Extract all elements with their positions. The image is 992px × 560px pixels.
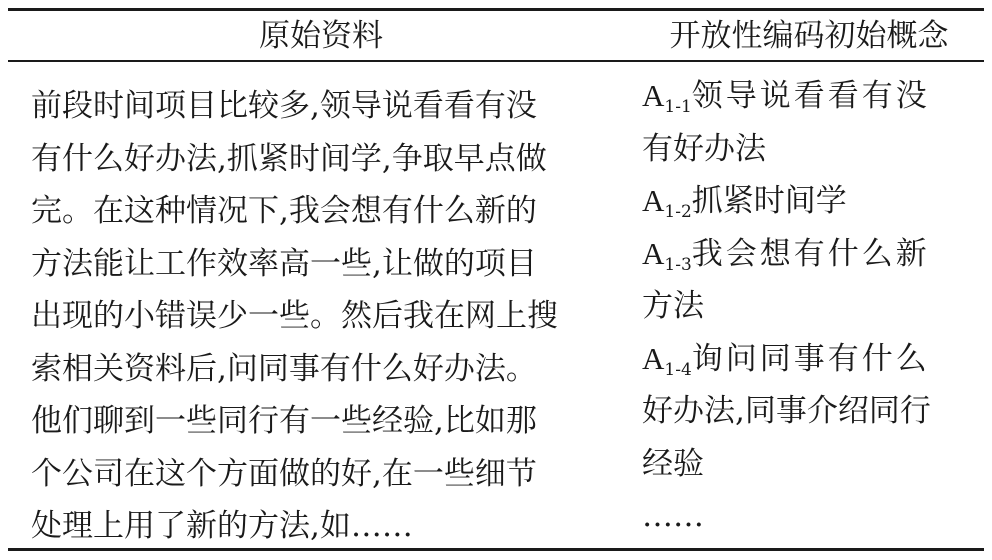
header-initial-concepts: 开放性编码初始概念: [669, 18, 949, 54]
concept-code: A: [642, 340, 665, 376]
raw-line: 前段时间项目比较多,领导说看看有没: [31, 88, 537, 124]
concept-text: 领导说看看有没: [691, 78, 930, 114]
raw-line: 出现的小错误少一些。然后我在网上搜: [31, 298, 558, 334]
raw-line: 个公司在这个方面做的好,在一些细节: [31, 455, 537, 492]
concept-code-subscript: 1-3: [664, 254, 692, 275]
raw-line: 完。在这种情况下,我会想有什么新的: [31, 193, 537, 229]
concept-entry: [642, 70, 972, 123]
table-top-rule: [8, 8, 984, 11]
concept-code-subscript: 1-2: [664, 202, 692, 222]
concept-entry: [642, 175, 972, 228]
concept-code: A: [642, 183, 665, 218]
concept-code-subscript: 1-4: [664, 359, 692, 380]
header-raw-data: 原始资料: [259, 18, 383, 54]
concept-text: 我会想有什么新: [691, 235, 930, 272]
concepts-ellipsis: ……: [642, 498, 704, 534]
raw-line: 索相关资料后,问同事有什么好办法。: [31, 350, 537, 387]
raw-line: 方法能让工作效率高一些,让做的项目: [31, 245, 537, 282]
concept-text-continued: 方法: [642, 288, 704, 324]
raw-line: 他们聊到一些同行有一些经验,比如那: [31, 403, 537, 439]
raw-line: 有什么好办法,抓紧时间学,争取早点做: [31, 140, 547, 177]
raw-line: 处理上用了新的方法,如……: [31, 508, 413, 544]
concept-code: A: [642, 78, 665, 113]
concept-entry: [642, 228, 972, 281]
concept-entry: [642, 333, 972, 386]
concept-text: 询问同事有什么: [691, 340, 930, 377]
concepts-cell: [642, 70, 972, 543]
table-header-rule: [8, 60, 984, 62]
concept-text-continued: 好办法,同事介绍同行: [642, 393, 931, 429]
table-bottom-rule: [8, 548, 984, 551]
concept-text-continued: 经验: [642, 445, 704, 482]
concept-text-continued: 有好办法: [642, 130, 766, 167]
concept-text: 抓紧时间学: [691, 183, 847, 219]
raw-data-cell: [31, 80, 611, 553]
concept-code: A: [642, 235, 665, 271]
concept-code-subscript: 1-1: [664, 97, 692, 117]
